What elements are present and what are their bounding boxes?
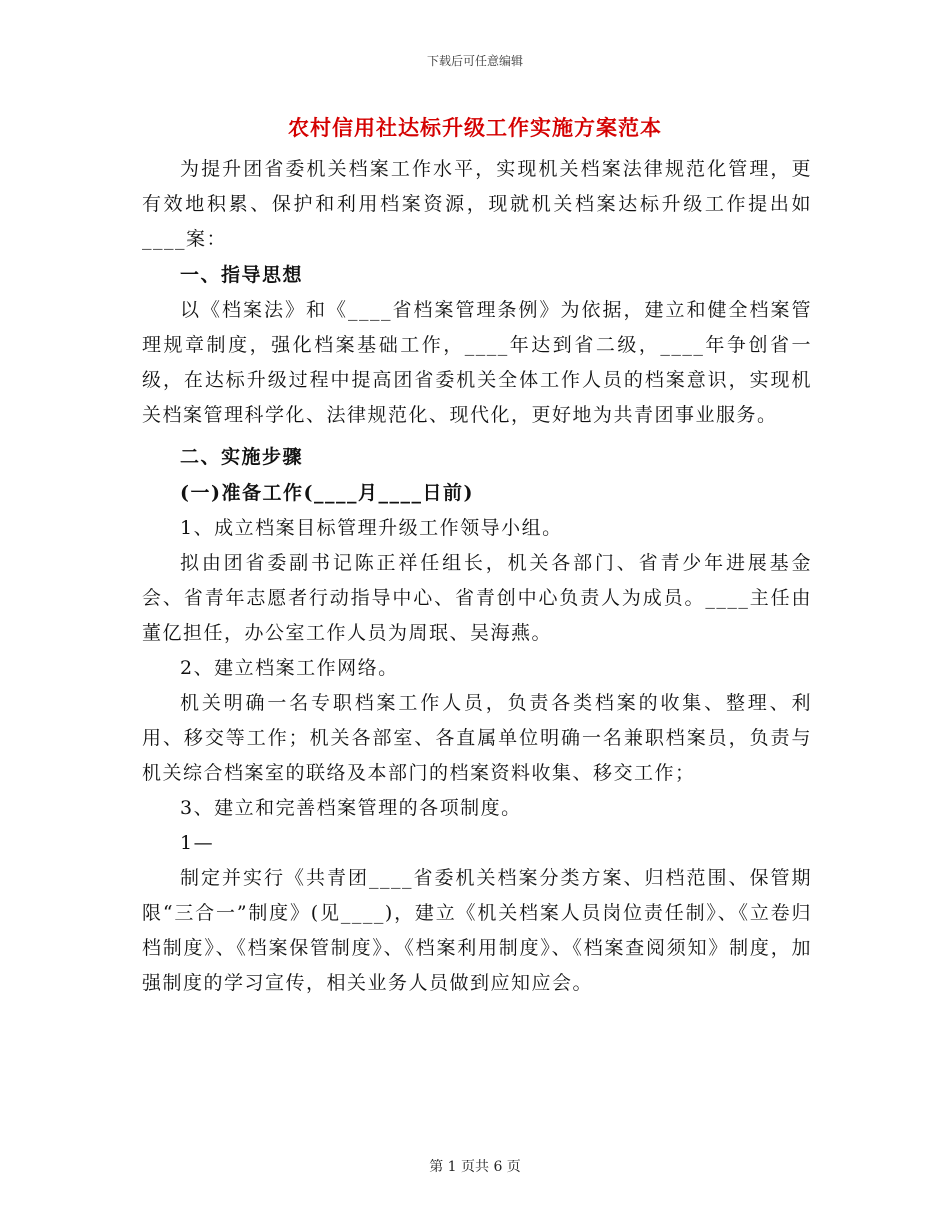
guiding-ideology-paragraph: 以《档案法》和《____省档案管理条例》为依据，建立和健全档案管理规章制度，强化档案基础工作，____年达到省二级，____年争创省一级，在达标升级过程中提高团省委机关全体工作人员的档案意识，实现机关档案管理科学化、法律规范化、现代化，更好地为共青团事业服务。 — [142, 299, 812, 426]
section-heading-guiding-ideology: 一、指导思想 — [180, 264, 304, 286]
page-footer: 第 1 页共 6 页 — [429, 1159, 521, 1175]
page-marker: 1— — [180, 832, 215, 854]
regulations-paragraph: 制定并实行《共青团____省委机关档案分类方案、归档范围、保管期限“三合一”制度》(见____)，建立《机关档案人员岗位责任制》、《立卷归档制度》、《档案保管制度》、《档案利用制度》、《档案查阅须知》制度，加强制度的学习宣传，相关业务人员做到应知应会。 — [142, 867, 812, 994]
list-item-2: 2、建立档案工作网络。 — [180, 657, 399, 679]
intro-paragraph: 为提升团省委机关档案工作水平，实现机关档案法律规范化管理，更有效地积累、保护和利用档案资源，现就机关档案达标升级工作提出如____案： — [142, 158, 812, 250]
header-note: 下载后可任意编辑 — [426, 54, 523, 68]
list-item-3: 3、建立和完善档案管理的各项制度。 — [180, 797, 522, 819]
section-heading-implementation-steps: 二、实施步骤 — [180, 446, 304, 468]
archive-network-paragraph: 机关明确一名专职档案工作人员，负责各类档案的收集、整理、利用、移交等工作；机关各部室、各直属单位明确一名兼职档案员，负责与机关综合档案室的联络及本部门的档案资料收集、移交工作； — [142, 692, 812, 784]
list-item-1: 1、成立档案目标管理升级工作领导小组。 — [180, 517, 563, 539]
document-title: 农村信用社达标升级工作实施方案范本 — [288, 115, 662, 140]
document-body — [142, 152, 812, 1001]
subsection-heading-preparation: (一)准备工作(____月____日前) — [180, 482, 474, 504]
leadership-group-paragraph: 拟由团省委副书记陈正祥任组长，机关各部门、省青少年进展基金会、省青年志愿者行动指导中心、省青创中心负责人为成员。____主任由董亿担任，办公室工作人员为周珉、吴海燕。 — [142, 552, 812, 644]
